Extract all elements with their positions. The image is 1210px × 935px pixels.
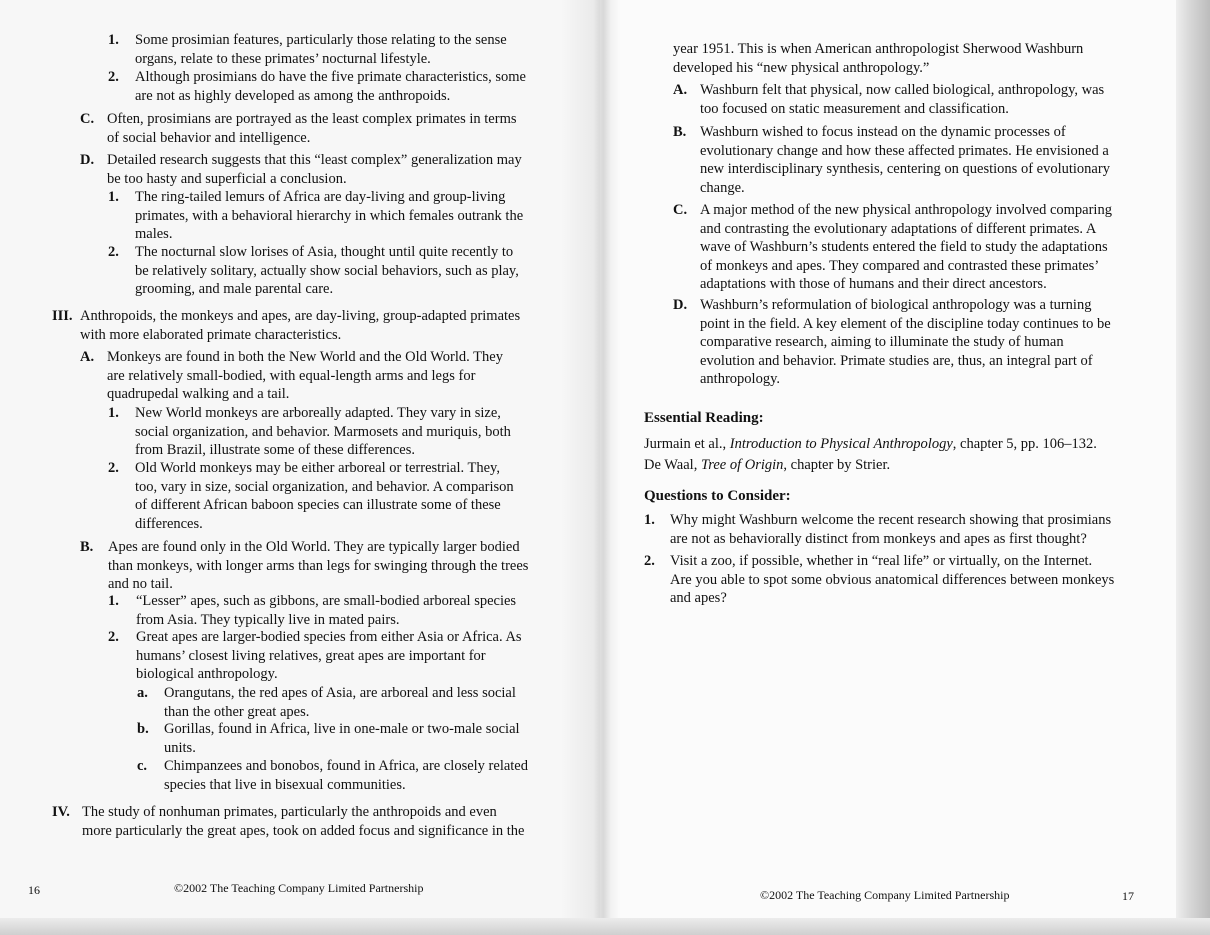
reading-details: , chapter 5, pp. 106–132. xyxy=(952,436,1097,452)
outline-text-line: too, vary in size, social organization, and behavior. A comparison xyxy=(135,478,514,495)
outline-text-line: year 1951. This is when American anthropologist Sherwood Washburn xyxy=(673,41,1084,57)
outline-text-line: organs, relate to these primates’ nocturnal lifestyle. xyxy=(135,50,431,67)
outline-text-line: are relatively small-bodied, with equal-length arms and legs for xyxy=(107,367,476,384)
outline-text-line: anthropology. xyxy=(700,371,781,387)
outline-label: D. xyxy=(80,152,95,168)
outline-text-line: comparative research, aiming to illuminate the study of human xyxy=(700,334,1064,350)
outline-text-line: change. xyxy=(700,179,745,196)
outline-text-line: social organization, and behavior. Marmosets and muriquis, both xyxy=(135,423,511,440)
outline-text-line: A major method of the new physical anthropology involved comparing xyxy=(700,202,1112,218)
outline-text-line: of monkeys and apes. They compared and contrasted these primates’ xyxy=(700,257,1100,274)
outline-label: 1. xyxy=(108,593,119,609)
question-text-line: and apes? xyxy=(670,590,727,606)
outline-text-line: new interdisciplinary synthesis, centering on questions of evolutionary xyxy=(700,161,1110,177)
outline-label: A. xyxy=(673,82,688,98)
outline-label: B. xyxy=(673,124,687,140)
outline-text-line: New World monkeys are arboreally adapted. They vary in size, xyxy=(135,405,501,421)
outline-label: b. xyxy=(137,721,149,737)
outline-label: c. xyxy=(137,758,148,774)
outline-text-line: adaptations with those of humans and their direct ancestors. xyxy=(700,276,1047,292)
question-text-line: Are you able to spot some obvious anatomical differences between monkeys xyxy=(670,571,1115,588)
outline-text-line: from Brazil, illustrate some of these differences. xyxy=(135,442,415,458)
outline-label: D. xyxy=(673,297,688,313)
outline-label: 1. xyxy=(108,189,119,205)
outline-label: a. xyxy=(137,685,148,701)
outline-text-line: Gorillas, found in Africa, live in one-male or two-male social xyxy=(164,721,520,737)
outline-text-line: Monkeys are found in both the New World and the Old World. They xyxy=(107,349,503,365)
question-text-line: Why might Washburn welcome the recent research showing that prosimians xyxy=(670,512,1112,528)
outline-text-line: too focused on static measurement and classification. xyxy=(700,100,1009,117)
right-page-number: 17 xyxy=(1122,889,1134,903)
outline-text-line: with more elaborated primate characteristics. xyxy=(80,326,342,343)
reading-author: Jurmain et al., xyxy=(644,436,730,452)
reading-author: De Waal, xyxy=(644,457,701,473)
outline-text-line: evolutionary change and how these affected primates. He envisioned a xyxy=(700,142,1109,159)
page-edge xyxy=(1176,0,1210,935)
outline-text-line: Orangutans, the red apes of Asia, are arboreal and less social xyxy=(164,685,516,701)
outline-text-line: “Lesser” apes, such as gibbons, are small-bodied arboreal species xyxy=(136,593,517,609)
outline-text-line: more particularly the great apes, took on added focus and significance in the xyxy=(82,822,525,839)
left-page-number: 16 xyxy=(28,883,40,897)
outline-label: A. xyxy=(80,349,95,365)
outline-text-line: and contrasting the evolutionary adaptations of different primates. A xyxy=(700,220,1097,237)
question-number: 2. xyxy=(644,553,655,569)
outline-text-line: from Asia. They typically live in mated pairs. xyxy=(136,611,400,628)
outline-label: 2. xyxy=(108,69,119,85)
outline-text-line: grooming, and male parental care. xyxy=(135,281,334,297)
left-page xyxy=(0,0,600,935)
outline-text-line: primates, with a behavioral hierarchy in which females outrank the xyxy=(135,207,524,224)
question-text-line: Visit a zoo, if possible, whether in “real life” or virtually, on the Internet. xyxy=(670,553,1093,569)
outline-text-line: Often, prosimians are portrayed as the least complex primates in terms xyxy=(107,111,517,127)
outline-text-line: be too hasty and superficial a conclusion. xyxy=(107,170,347,187)
reading-entry xyxy=(644,435,1097,453)
outline-text-line: Washburn felt that physical, now called biological, anthropology, was xyxy=(700,82,1105,98)
question-text-line: are not as behaviorally distinct from monkeys and apes as first thought? xyxy=(670,530,1087,547)
outline-text-line: than monkeys, with longer arms than legs for swinging through the trees xyxy=(108,557,529,574)
outline-label: C. xyxy=(80,111,95,127)
outline-text-line: point in the field. A key element of the discipline today continues to be xyxy=(700,315,1111,332)
right-page-footer: ©2002 The Teaching Company Limited Partnership xyxy=(760,888,1010,902)
outline-text-line: Although prosimians do have the five primate characteristics, some xyxy=(135,69,526,85)
outline-text-line: humans’ closest living relatives, great apes are important for xyxy=(136,647,486,664)
outline-text-line: The nocturnal slow lorises of Asia, thought until quite recently to xyxy=(135,244,514,260)
outline-label: 2. xyxy=(108,460,119,476)
outline-text-line: are not as highly developed as among the anthropoids. xyxy=(135,87,451,104)
outline-label: B. xyxy=(80,539,94,555)
reading-details: , chapter by Strier. xyxy=(783,457,891,473)
right-page xyxy=(600,0,1176,935)
left-page-footer: ©2002 The Teaching Company Limited Partnership xyxy=(174,881,424,895)
book-gutter-shadow xyxy=(560,0,620,935)
outline-text-line: Chimpanzees and bonobos, found in Africa, are closely related xyxy=(164,758,528,774)
outline-text-line: than the other great apes. xyxy=(164,703,310,720)
outline-text-line: Some prosimian features, particularly those relating to the sense xyxy=(135,32,507,48)
outline-text-line: Washburn wished to focus instead on the dynamic processes of xyxy=(700,124,1066,140)
outline-label: C. xyxy=(673,202,688,218)
outline-label: 2. xyxy=(108,244,119,260)
reading-entry xyxy=(644,456,890,474)
outline-text-line: quadrupedal walking and a tail. xyxy=(107,386,290,402)
outline-text-line: Old World monkeys may be either arboreal or terrestrial. They, xyxy=(135,460,500,476)
outline-label: 2. xyxy=(108,629,119,645)
outline-text-line: Great apes are larger-bodied species from either Asia or Africa. As xyxy=(136,629,522,645)
outline-text-line: of different African baboon species can illustrate some of these xyxy=(135,497,501,513)
outline-text-line: of social behavior and intelligence. xyxy=(107,129,311,146)
questions-heading: Questions to Consider: xyxy=(644,488,791,504)
outline-text-line: wave of Washburn’s students entered the field to study the adaptations xyxy=(700,239,1108,255)
outline-label: IV. xyxy=(52,804,70,820)
page-bottom-edge xyxy=(0,918,1210,935)
outline-label: 1. xyxy=(108,405,119,421)
outline-label: III. xyxy=(52,308,73,324)
outline-text-line: units. xyxy=(164,739,196,756)
outline-text-line: differences. xyxy=(135,515,203,532)
outline-text-line: The ring-tailed lemurs of Africa are day-living and group-living xyxy=(135,189,506,205)
outline-text-line: species that live in bisexual communities. xyxy=(164,776,406,793)
reading-title: Tree of Origin xyxy=(700,457,784,473)
outline-text-line: Washburn’s reformulation of biological anthropology was a turning xyxy=(700,297,1092,313)
outline-text-line: and no tail. xyxy=(108,576,173,592)
outline-text-line: evolution and behavior. Primate studies are, thus, an integral part of xyxy=(700,352,1093,369)
reading-title: Introduction to Physical Anthropology xyxy=(729,436,953,452)
outline-label: 1. xyxy=(108,32,119,48)
outline-text-line: developed his “new physical anthropology.” xyxy=(673,59,930,76)
outline-text-line: Anthropoids, the monkeys and apes, are day-living, group-adapted primates xyxy=(80,308,521,324)
essential-reading-heading: Essential Reading: xyxy=(644,410,764,426)
outline-text-line: The study of nonhuman primates, particularly the anthropoids and even xyxy=(82,804,497,820)
outline-text-line: biological anthropology. xyxy=(136,666,278,682)
outline-text-line: males. xyxy=(135,226,173,242)
question-number: 1. xyxy=(644,512,655,528)
outline-text-line: Detailed research suggests that this “least complex” generalization may xyxy=(107,152,522,168)
outline-text-line: Apes are found only in the Old World. They are typically larger bodied xyxy=(108,539,520,555)
outline-text-line: be relatively solitary, actually show social behaviors, such as play, xyxy=(135,262,519,279)
